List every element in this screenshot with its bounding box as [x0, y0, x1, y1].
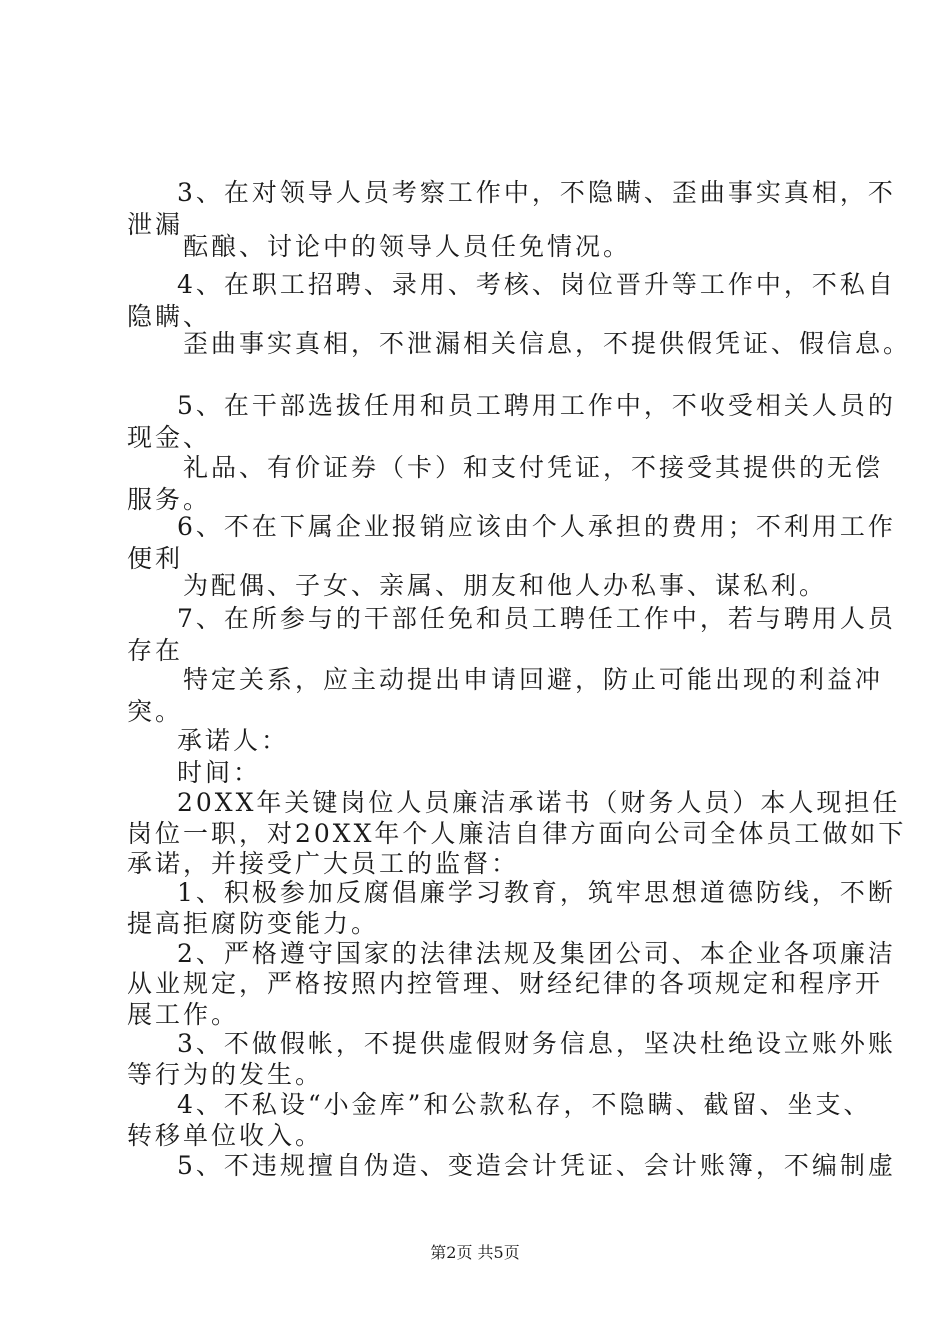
text-line: 20XX年关键岗位人员廉洁承诺书（财务人员）本人现担任 [177, 788, 901, 817]
text-line: 从业规定，严格按照内控管理、财经纪律的各项规定和程序开 [127, 969, 884, 998]
text-line: 特定关系，应主动提出申请回避，防止可能出现的利益冲 [183, 665, 884, 694]
text-line: 泄漏 [127, 210, 184, 239]
page-number: 第2页 共5页 [430, 1243, 520, 1262]
text-line: 承诺人： [177, 726, 290, 755]
text-line: 5、在干部选拔任用和员工聘用工作中，不收受相关人员的 [177, 391, 896, 420]
text-line: 为配偶、子女、亲属、朋友和他人办私事、谋私利。 [183, 571, 828, 600]
text-line: 4、在职工招聘、录用、考核、岗位晋升等工作中，不私自 [177, 270, 896, 299]
text-line: 展工作。 [127, 1000, 240, 1029]
text-line: 3、不做假帐，不提供虚假财务信息，坚决杜绝设立账外账 [177, 1029, 896, 1058]
text-line: 2、严格遵守国家的法律法规及集团公司、本企业各项廉洁 [177, 939, 896, 968]
text-line: 转移单位收入。 [127, 1121, 324, 1150]
text-line: 酝酿、讨论中的领导人员任免情况。 [183, 232, 632, 261]
text-line: 突。 [127, 697, 184, 726]
text-line: 存在 [127, 636, 184, 665]
text-line: 礼品、有价证券（卡）和支付凭证，不接受其提供的无偿 [183, 453, 884, 482]
text-line: 歪曲事实真相，不泄漏相关信息，不提供假凭证、假信息。 [183, 329, 912, 358]
text-line: 7、在所参与的干部任免和员工聘任工作中，若与聘用人员 [177, 604, 896, 633]
text-line: 4、不私设“小金库”和公款私存，不隐瞒、截留、坐支、 [177, 1090, 872, 1119]
text-line: 时间： [177, 758, 262, 787]
text-line: 现金、 [127, 423, 212, 452]
text-line: 等行为的发生。 [127, 1060, 324, 1089]
text-line: 1、积极参加反腐倡廉学习教育，筑牢思想道德防线，不断 [177, 878, 896, 907]
text-line: 服务。 [127, 485, 212, 514]
text-line: 隐瞒、 [127, 302, 212, 331]
text-line: 5、不违规擅自伪造、变造会计凭证、会计账簿，不编制虚 [177, 1151, 896, 1180]
text-line: 便利 [127, 544, 184, 573]
text-line: 提高拒腐防变能力。 [127, 909, 380, 938]
text-line: 6、不在下属企业报销应该由个人承担的费用；不利用工作 [177, 512, 896, 541]
text-line: 承诺，并接受广大员工的监督： [127, 849, 520, 878]
text-line: 岗位一职，对20XX年个人廉洁自律方面向公司全体员工做如下 [127, 819, 907, 848]
text-line: 3、在对领导人员考察工作中，不隐瞒、歪曲事实真相，不 [177, 178, 896, 207]
